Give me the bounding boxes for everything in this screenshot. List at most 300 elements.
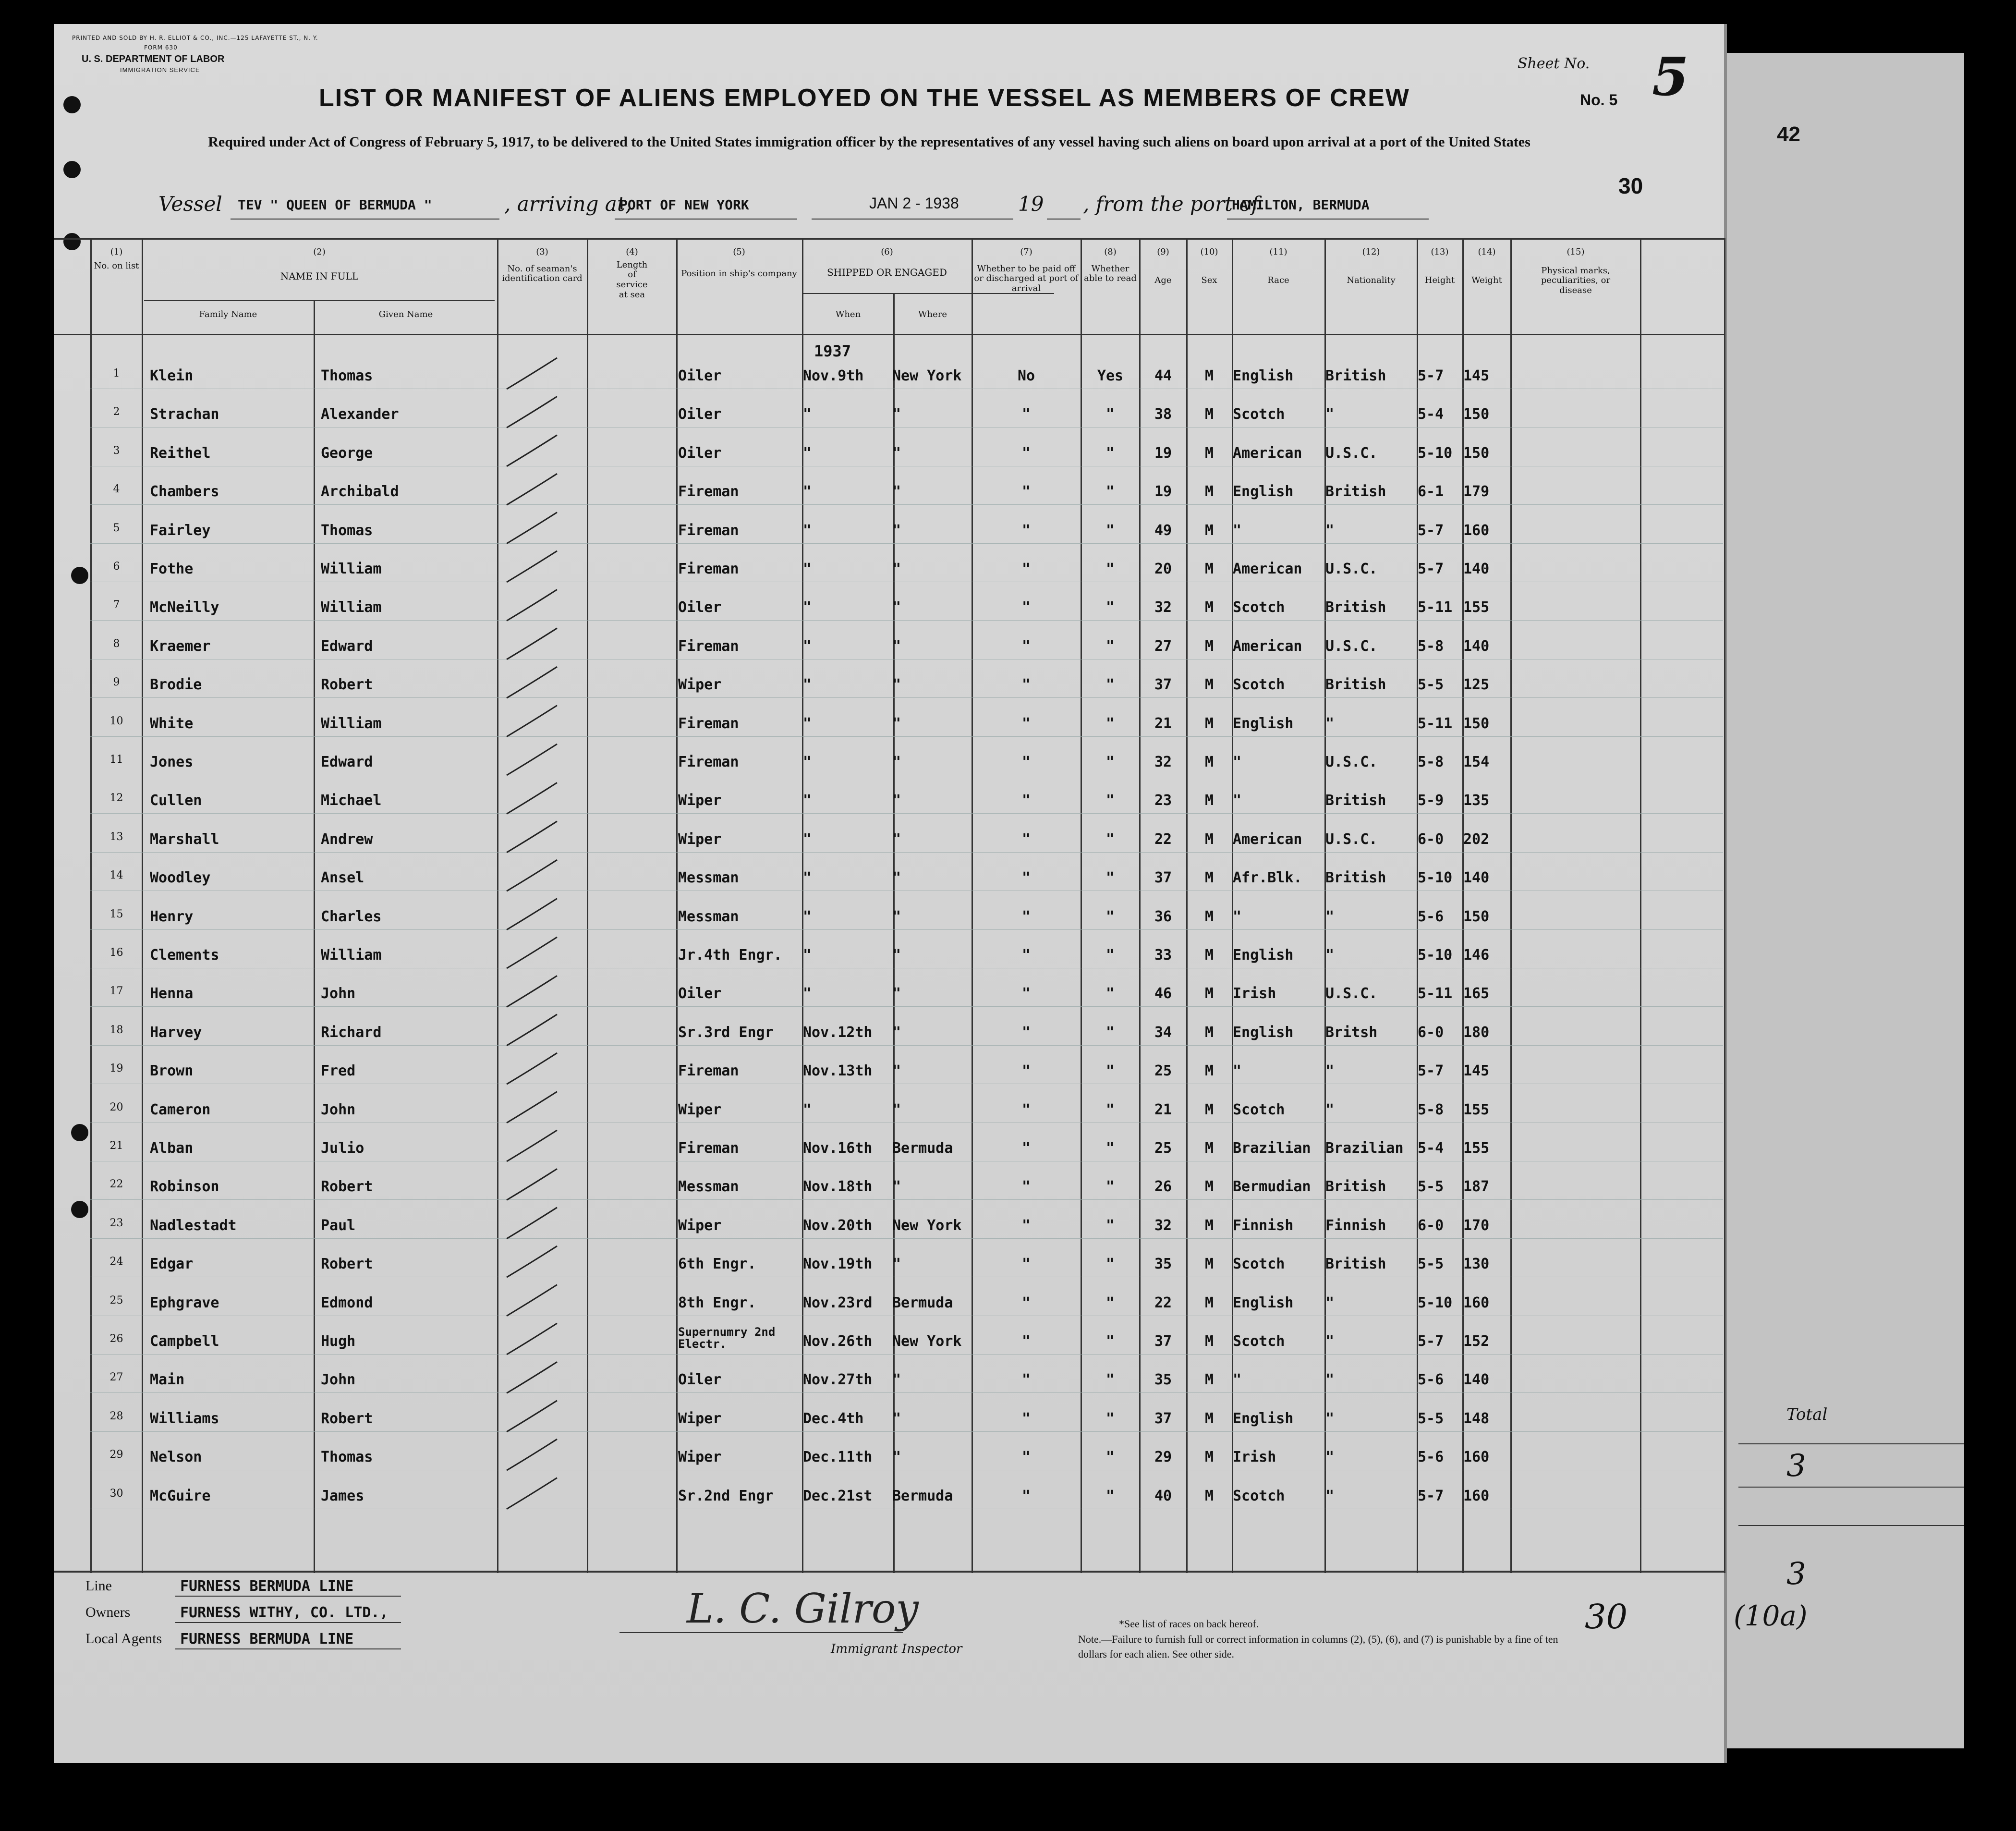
cell-given: Charles [321, 908, 382, 925]
cell-read: " [1105, 908, 1115, 925]
id-card-check-mark [507, 1130, 557, 1161]
id-card-check-mark [507, 821, 557, 853]
cell-read: Yes [1097, 367, 1124, 384]
id-card-check-mark [507, 628, 557, 659]
cell-weight: 125 [1463, 676, 1490, 694]
cell-paid: " [1021, 483, 1031, 500]
cell-family: Ephgrave [150, 1294, 219, 1311]
cell-family: Brown [150, 1062, 194, 1080]
cell-read: " [1105, 1178, 1115, 1196]
cell-height: 5-7 [1418, 1487, 1444, 1504]
cell-height: 5-11 [1418, 599, 1453, 616]
cell-when: " [803, 830, 812, 848]
row-rule [90, 1006, 1723, 1007]
id-card-check-mark [507, 589, 557, 621]
total-1: 3 [1786, 1448, 1806, 1484]
col13-header: (13) Height [1424, 247, 1455, 285]
cell-given: Robert [321, 1256, 373, 1273]
row-number: 21 [109, 1140, 123, 1152]
cell-weight: 150 [1463, 406, 1490, 423]
cell-weight: 179 [1463, 483, 1490, 500]
row-number: 11 [109, 754, 123, 766]
row-number: 6 [113, 561, 120, 573]
cell-given: Edward [321, 754, 373, 770]
row-number: 28 [109, 1410, 123, 1422]
cell-weight: 150 [1463, 908, 1490, 925]
cell-nationality: U.S.C. [1325, 637, 1378, 655]
cell-sex: M [1204, 367, 1214, 384]
cell-family: Robinson [150, 1178, 219, 1196]
cell-where: Bermuda [892, 1487, 953, 1504]
cell-when: " [803, 599, 812, 616]
cell-position: Wiper [678, 676, 722, 694]
cell-read: " [1105, 754, 1115, 770]
cell-paid: " [1021, 1487, 1031, 1504]
row-number: 7 [113, 599, 120, 611]
cell-race: " [1233, 1062, 1242, 1080]
cell-given: Robert [321, 1178, 373, 1196]
col9-header: (9) Age [1154, 247, 1172, 285]
cell-when: Dec.4th [803, 1410, 864, 1427]
cell-where: " [892, 792, 901, 809]
cell-age: 44 [1154, 367, 1172, 384]
year-label: 19 [1018, 192, 1044, 216]
cell-age: 19 [1154, 444, 1172, 462]
cell-weight: 187 [1463, 1178, 1490, 1196]
cell-when: Nov.19th [803, 1256, 873, 1273]
row-rule [90, 736, 1723, 737]
cell-height: 5-4 [1418, 406, 1444, 423]
cell-position: Oiler [678, 406, 722, 423]
cell-family: Fairley [150, 522, 211, 539]
cell-paid: " [1021, 1101, 1031, 1118]
cell-sex: M [1204, 483, 1214, 500]
form-number: FORM 630 [144, 44, 178, 51]
cell-age: 25 [1154, 1140, 1172, 1157]
cell-position: Wiper [678, 1449, 722, 1466]
cell-age: 32 [1154, 599, 1172, 616]
row-number: 14 [109, 869, 123, 882]
hand-mark: 30 [1585, 1597, 1628, 1636]
cell-read: " [1105, 676, 1115, 694]
id-card-check-mark [507, 860, 557, 891]
cell-paid: " [1021, 1178, 1031, 1196]
cell-family: Kraemer [150, 637, 211, 655]
cell-sex: M [1204, 1487, 1214, 1504]
cell-where: Bermuda [892, 1294, 953, 1311]
cell-read: " [1105, 1410, 1115, 1427]
cell-given: John [321, 985, 356, 1002]
cell-when: " [803, 483, 812, 500]
penalty-note: Note.—Failure to furnish full or correct information in columns (2), (5), (6), and (7) is punishable by a fine of ten dollars for each alien. See other side. [1078, 1633, 1558, 1660]
row-rule [90, 1431, 1723, 1432]
cell-given: Julio [321, 1140, 364, 1157]
cell-when: " [803, 792, 812, 809]
row-number: 20 [109, 1101, 123, 1113]
punch-hole [63, 233, 81, 250]
row-rule [90, 1045, 1723, 1046]
cell-paid: " [1021, 1333, 1031, 1350]
cell-weight: 155 [1463, 1101, 1490, 1118]
cell-height: 5-7 [1418, 1333, 1444, 1350]
cell-position: Wiper [678, 1410, 722, 1427]
cell-where: " [892, 1256, 901, 1273]
cell-given: George [321, 444, 373, 462]
cell-nationality: U.S.C. [1325, 830, 1378, 848]
cell-weight: 152 [1463, 1333, 1490, 1350]
col14-header: (14) Weight [1471, 247, 1502, 285]
cell-nationality: " [1325, 1371, 1335, 1389]
row-number: 15 [109, 908, 123, 920]
cell-weight: 135 [1463, 792, 1490, 809]
cell-race: American [1233, 830, 1302, 848]
cell-race: Afr.Blk. [1233, 869, 1302, 887]
cell-sex: M [1204, 1371, 1214, 1389]
cell-age: 22 [1154, 1294, 1172, 1311]
cell-read: " [1105, 1449, 1115, 1466]
cell-age: 35 [1154, 1256, 1172, 1273]
races-note: *See list of races on back hereof. [1119, 1618, 1259, 1630]
cell-age: 22 [1154, 830, 1172, 848]
cell-height: 5-10 [1418, 869, 1453, 887]
cell-age: 36 [1154, 908, 1172, 925]
cell-nationality: " [1325, 1101, 1335, 1118]
cell-race: Scotch [1233, 1256, 1285, 1273]
col1-header: (1) No. on list [94, 247, 139, 271]
cell-sex: M [1204, 1333, 1214, 1350]
cell-read: " [1105, 1101, 1115, 1118]
cell-height: 6-0 [1418, 1217, 1444, 1234]
cell-nationality: British [1325, 599, 1386, 616]
cell-where: Bermuda [892, 1140, 953, 1157]
cell-when: Nov.18th [803, 1178, 873, 1196]
cell-paid: " [1021, 869, 1031, 887]
page-title: LIST OR MANIFEST OF ALIENS EMPLOYED ON THE VESSEL AS MEMBERS OF CREW [319, 84, 1410, 112]
cell-when: " [803, 869, 812, 887]
cell-age: 29 [1154, 1449, 1172, 1466]
cell-where: " [892, 1371, 901, 1389]
cell-when: " [803, 908, 812, 925]
cell-weight: 148 [1463, 1410, 1490, 1427]
row-number: 17 [109, 985, 123, 998]
cell-given: William [321, 599, 382, 616]
cell-position: Wiper [678, 792, 722, 809]
cell-sex: M [1204, 1294, 1214, 1311]
cell-race: Scotch [1233, 1333, 1285, 1350]
cell-sex: M [1204, 830, 1214, 848]
cell-read: " [1105, 1140, 1115, 1157]
cell-paid: " [1021, 561, 1031, 577]
cell-position: Oiler [678, 599, 722, 616]
cell-height: 5-4 [1418, 1140, 1444, 1157]
cell-sex: M [1204, 561, 1214, 577]
id-card-check-mark [507, 1323, 557, 1355]
cell-where: " [892, 1101, 901, 1118]
cell-paid: " [1021, 1062, 1031, 1080]
row-number: 4 [113, 483, 120, 496]
cell-paid: No [1017, 367, 1035, 384]
cell-weight: 140 [1463, 1371, 1490, 1389]
col6b-header: Where [918, 309, 947, 319]
cell-family: Clements [150, 947, 219, 964]
cell-when: " [803, 637, 812, 655]
cell-race: Bermudian [1233, 1178, 1311, 1196]
cell-family: Main [150, 1371, 185, 1389]
col6-header: (6) SHIPPED OR ENGAGED [827, 247, 947, 278]
cell-race: American [1233, 561, 1302, 577]
cell-sex: M [1204, 522, 1214, 539]
cell-when: " [803, 1101, 812, 1118]
cell-height: 5-10 [1418, 444, 1453, 462]
cell-read: " [1105, 406, 1115, 423]
cell-paid: " [1021, 1140, 1031, 1157]
cell-where: " [892, 483, 901, 500]
cell-paid: " [1021, 1371, 1031, 1389]
cell-sex: M [1204, 869, 1214, 887]
cell-age: 32 [1154, 1217, 1172, 1234]
cell-paid: " [1021, 1294, 1031, 1311]
cell-sex: M [1204, 792, 1214, 809]
cell-race: English [1233, 1410, 1294, 1427]
row-number: 12 [109, 792, 123, 805]
id-card-check-mark [507, 1478, 557, 1509]
id-card-check-mark [507, 1208, 557, 1239]
cell-nationality: " [1325, 522, 1335, 539]
cell-family: Brodie [150, 676, 202, 694]
cell-nationality: " [1325, 908, 1335, 925]
row-number: 19 [109, 1062, 123, 1075]
cell-given: William [321, 715, 382, 732]
cell-family: Chambers [150, 483, 219, 500]
cell-nationality: U.S.C. [1325, 985, 1378, 1002]
cell-race: Scotch [1233, 1101, 1285, 1118]
line-value: FURNESS BERMUDA LINE [180, 1578, 354, 1595]
cell-family: Nadlestadt [150, 1217, 237, 1234]
service: IMMIGRATION SERVICE [120, 66, 200, 73]
cell-given: Thomas [321, 1449, 373, 1466]
row-rule [90, 697, 1723, 698]
cell-read: " [1105, 1294, 1115, 1311]
cell-nationality: U.S.C. [1325, 754, 1378, 770]
cell-age: 35 [1154, 1371, 1172, 1389]
printer-line: PRINTED AND SOLD BY H. R. ELLIOT & CO., INC.—125 LAFAYETTE ST., N. Y. [72, 35, 318, 41]
cell-position: Fireman [678, 483, 739, 500]
cell-where: " [892, 754, 901, 770]
id-card-check-mark [507, 706, 557, 737]
cell-height: 5-5 [1418, 676, 1444, 694]
cell-height: 6-0 [1418, 830, 1444, 848]
cell-race: Scotch [1233, 676, 1285, 694]
cell-weight: 154 [1463, 754, 1490, 770]
cell-race: Irish [1233, 985, 1276, 1002]
cell-paid: " [1021, 715, 1031, 732]
id-card-check-mark [507, 1169, 557, 1200]
cell-given: Fred [321, 1062, 356, 1080]
cell-race: Finnish [1233, 1217, 1294, 1234]
cell-given: William [321, 561, 382, 577]
cell-given: Edward [321, 637, 373, 655]
col12-header: (12) Nationality [1347, 247, 1396, 285]
cell-where: New York [892, 367, 962, 384]
col15-header: (15) Physical marks, peculiarities, or disease [1541, 247, 1611, 296]
cell-sex: M [1204, 406, 1214, 423]
cell-given: John [321, 1101, 356, 1118]
inspector-label: Immigrant Inspector [831, 1642, 962, 1656]
cell-when: Nov.27th [803, 1371, 873, 1389]
id-card-check-mark [507, 1439, 557, 1470]
cell-weight: 140 [1463, 561, 1490, 577]
cell-read: " [1105, 792, 1115, 809]
cell-sex: M [1204, 908, 1214, 925]
cell-sex: M [1204, 444, 1214, 462]
punch-hole [71, 1124, 88, 1141]
cell-nationality: " [1325, 1449, 1335, 1466]
cell-paid: " [1021, 947, 1031, 964]
cell-read: " [1105, 522, 1115, 539]
cell-sex: M [1204, 1410, 1214, 1427]
cell-weight: 155 [1463, 1140, 1490, 1157]
cell-age: 32 [1154, 754, 1172, 770]
agents-label: Local Agents [85, 1631, 162, 1647]
cell-sex: M [1204, 754, 1214, 770]
cell-given: John [321, 1371, 356, 1389]
cell-weight: 130 [1463, 1256, 1490, 1273]
department: U. S. DEPARTMENT OF LABOR [82, 54, 225, 64]
cell-weight: 146 [1463, 947, 1490, 964]
cell-position: Jr.4th Engr. [678, 947, 782, 964]
col2-header: (2) NAME IN FULL [280, 247, 359, 282]
cell-height: 5-10 [1418, 947, 1453, 964]
cell-when: " [803, 444, 812, 462]
cell-weight: 160 [1463, 1487, 1490, 1504]
cell-given: James [321, 1487, 364, 1504]
cell-when: Dec.21st [803, 1487, 873, 1504]
cell-race: Brazilian [1233, 1140, 1311, 1157]
cell-nationality: " [1325, 1410, 1335, 1427]
col3-header: (3) No. of seaman's identification card [502, 247, 583, 284]
cell-position: Wiper [678, 1101, 722, 1118]
cell-read: " [1105, 1371, 1115, 1389]
cell-sex: M [1204, 1024, 1214, 1041]
cell-where: " [892, 1449, 901, 1466]
cell-weight: 155 [1463, 599, 1490, 616]
cell-when: " [803, 947, 812, 964]
row-rule [90, 929, 1723, 930]
cell-sex: M [1204, 1217, 1214, 1234]
cell-age: 23 [1154, 792, 1172, 809]
page-number: 30 [1618, 173, 1643, 198]
cell-position: Messman [678, 1178, 739, 1196]
cell-weight: 140 [1463, 637, 1490, 655]
owners-value: FURNESS WITHY, CO. LTD., [180, 1604, 389, 1621]
cell-race: " [1233, 522, 1242, 539]
cell-where: New York [892, 1217, 962, 1234]
id-card-check-mark [507, 1362, 557, 1393]
id-card-check-mark [507, 937, 557, 968]
cell-where: " [892, 830, 901, 848]
cell-read: " [1105, 1487, 1115, 1504]
cell-nationality: Finnish [1325, 1217, 1386, 1234]
inspector-signature: L. C. Gilroy [687, 1585, 919, 1632]
cell-family: Reithel [150, 444, 211, 462]
cell-nationality: British [1325, 792, 1386, 809]
cell-height: 5-5 [1418, 1410, 1444, 1427]
total-2: 3 [1786, 1556, 1806, 1592]
cell-given: Robert [321, 1410, 373, 1427]
cell-sex: M [1204, 676, 1214, 694]
cell-read: " [1105, 869, 1115, 887]
cell-sex: M [1204, 1178, 1214, 1196]
cell-race: English [1233, 947, 1294, 964]
id-card-check-mark [507, 899, 557, 930]
cell-nationality: " [1325, 715, 1335, 732]
cell-position: Fireman [678, 561, 739, 577]
col11-header: (11) Race [1267, 247, 1289, 285]
cell-nationality: " [1325, 1333, 1335, 1350]
id-card-check-mark [507, 435, 557, 466]
cell-height: 5-6 [1418, 1371, 1444, 1389]
cell-race: " [1233, 908, 1242, 925]
cell-read: " [1105, 599, 1115, 616]
punch-hole [71, 1201, 88, 1218]
cell-given: Edmond [321, 1294, 373, 1311]
cell-when: " [803, 406, 812, 423]
cell-nationality: British [1325, 676, 1386, 694]
underlying-sheet [1724, 53, 1964, 1748]
col10-header: (10) Sex [1200, 247, 1218, 285]
cell-where: " [892, 1062, 901, 1080]
cell-sex: M [1204, 1140, 1214, 1157]
cell-when: " [803, 676, 812, 694]
id-card-check-mark [507, 667, 557, 698]
cell-when: " [803, 754, 812, 770]
cell-nationality: " [1325, 947, 1335, 964]
cell-read: " [1105, 985, 1115, 1002]
cell-position: Fireman [678, 1062, 739, 1080]
cell-given: Robert [321, 676, 373, 694]
cell-nationality: " [1325, 1062, 1335, 1080]
row-rule [90, 1392, 1723, 1393]
cell-paid: " [1021, 1256, 1031, 1273]
cell-race: " [1233, 792, 1242, 809]
cell-family: Woodley [150, 869, 211, 887]
cell-position: Oiler [678, 367, 722, 384]
cell-given: Richard [321, 1024, 382, 1041]
cell-position: Sr.3rd Engr [678, 1024, 774, 1041]
cell-family: Henna [150, 985, 194, 1002]
cell-sex: M [1204, 1449, 1214, 1466]
cell-height: 5-8 [1418, 637, 1444, 655]
col2a-header: Family Name [199, 309, 257, 319]
cell-nationality: British [1325, 367, 1386, 384]
id-card-check-mark [507, 358, 557, 389]
row-rule [90, 1238, 1723, 1239]
cell-family: Marshall [150, 830, 219, 848]
cell-where: " [892, 1410, 901, 1427]
from-port: HAMILTON, BERMUDA [1232, 197, 1370, 213]
cell-where: " [892, 869, 901, 887]
cell-family: Harvey [150, 1024, 202, 1041]
row-rule [90, 620, 1723, 621]
cell-weight: 145 [1463, 1062, 1490, 1080]
cell-race: Scotch [1233, 599, 1285, 616]
cell-position: Supernumry 2nd Electr. [678, 1325, 776, 1351]
cell-read: " [1105, 1024, 1115, 1041]
id-card-check-mark [507, 976, 557, 1007]
cell-weight: 150 [1463, 715, 1490, 732]
cell-nationality: U.S.C. [1325, 444, 1378, 462]
cell-nationality: Britsh [1325, 1024, 1378, 1041]
